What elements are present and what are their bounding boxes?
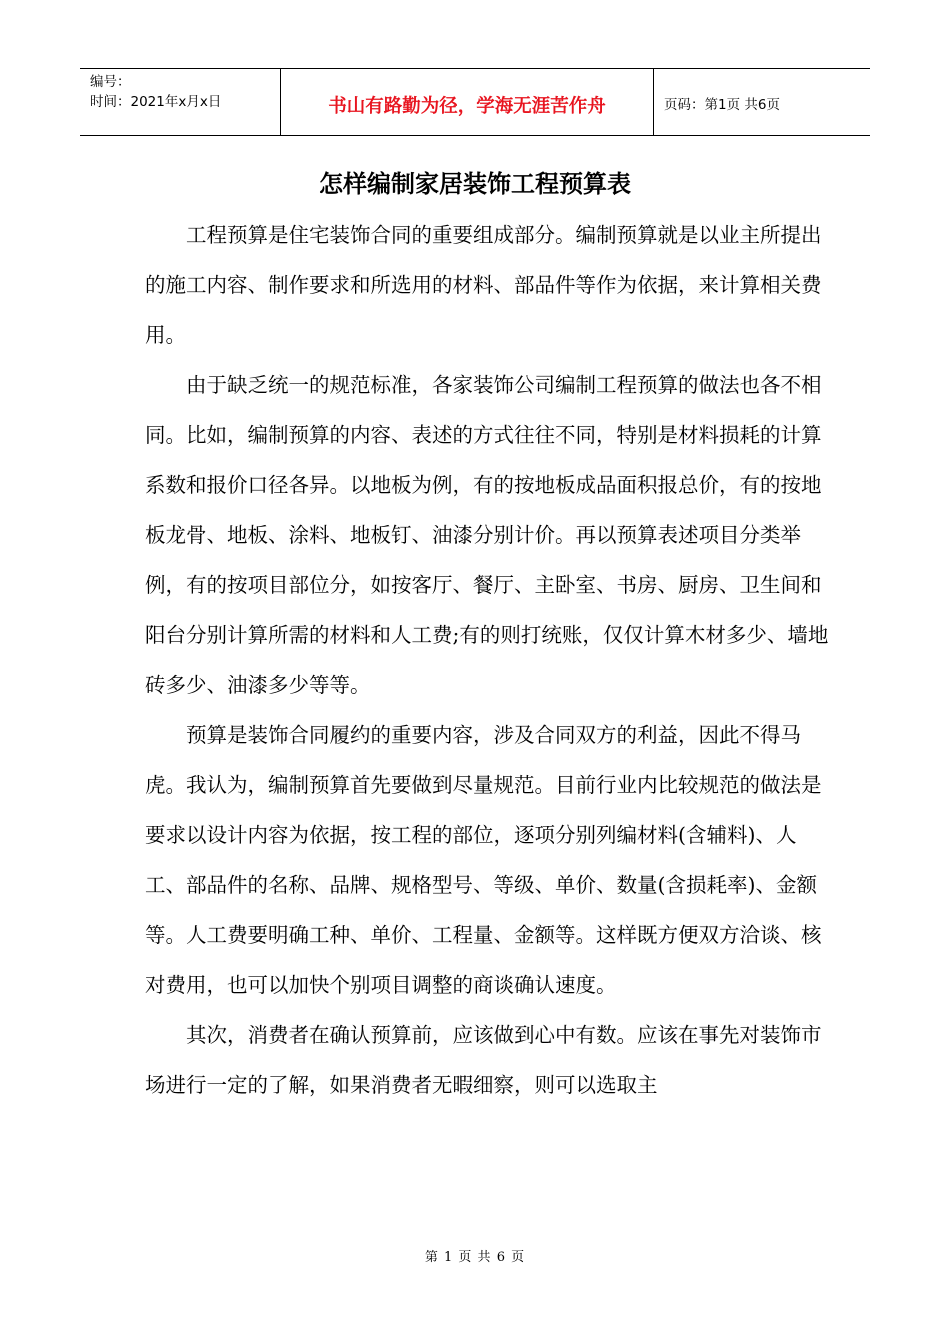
paragraph: 由于缺乏统一的规范标准，各家装饰公司编制工程预算的做法也各不相同。比如，编制预算的内容、表述的方式往往不同，特别是材料损耗的计算系数和报价口径各异。以地板为例，有的按地板成品面积报总价，有的按地板龙骨、地板、涂料、地板钉、油漆分别计价。再以预算表述项目分类举例，有的按项目部位分，如按客厅、餐厅、主卧室、书房、厨房、卫生间和阳台分别计算所需的材料和人工费;有的则打统账，仅仅计算木材多少、墙地砖多少、油漆多少等等。	[145, 373, 829, 697]
paragraph: 工程预算是住宅装饰合同的重要组成部分。编制预算就是以业主所提出的施工内容、制作要求和所选用的材料、部品件等作为依据，来计算相关费用。	[145, 223, 822, 347]
header-meta	[80, 69, 281, 135]
document-title: 怎样编制家居装饰工程预算表	[319, 170, 631, 198]
date-label: 时间：2021年x月x日	[90, 94, 222, 110]
paragraph: 预算是装饰合同履约的重要内容，涉及合同双方的利益，因此不得马虎。我认为，编制预算首先要做到尽量规范。目前行业内比较规范的做法是要求以设计内容为依据，按工程的部位，逐项分别列编材料(含辅料)、人工、部品件的名称、品牌、规格型号、等级、单价、数量(含损耗率)、金额等。人工费要明确工种、单价、工程量、金额等。这样既方便双方洽谈、核对费用，也可以加快个别项目调整的商谈确认速度。	[145, 723, 822, 997]
paragraph: 其次，消费者在确认预算前，应该做到心中有数。应该在事先对装饰市场进行一定的了解，如果消费者无暇细察，则可以选取主	[145, 1023, 822, 1097]
number-label: 编号：	[90, 74, 131, 90]
document-header	[80, 68, 870, 136]
page-footer: 第 1 页 共 6 页	[424, 1250, 526, 1265]
document-body	[145, 210, 835, 1110]
header-motto: 书山有路勤为径，学海无涯苦作舟	[281, 69, 654, 135]
header-page-info: 页码：第1页 共6页	[664, 97, 780, 113]
